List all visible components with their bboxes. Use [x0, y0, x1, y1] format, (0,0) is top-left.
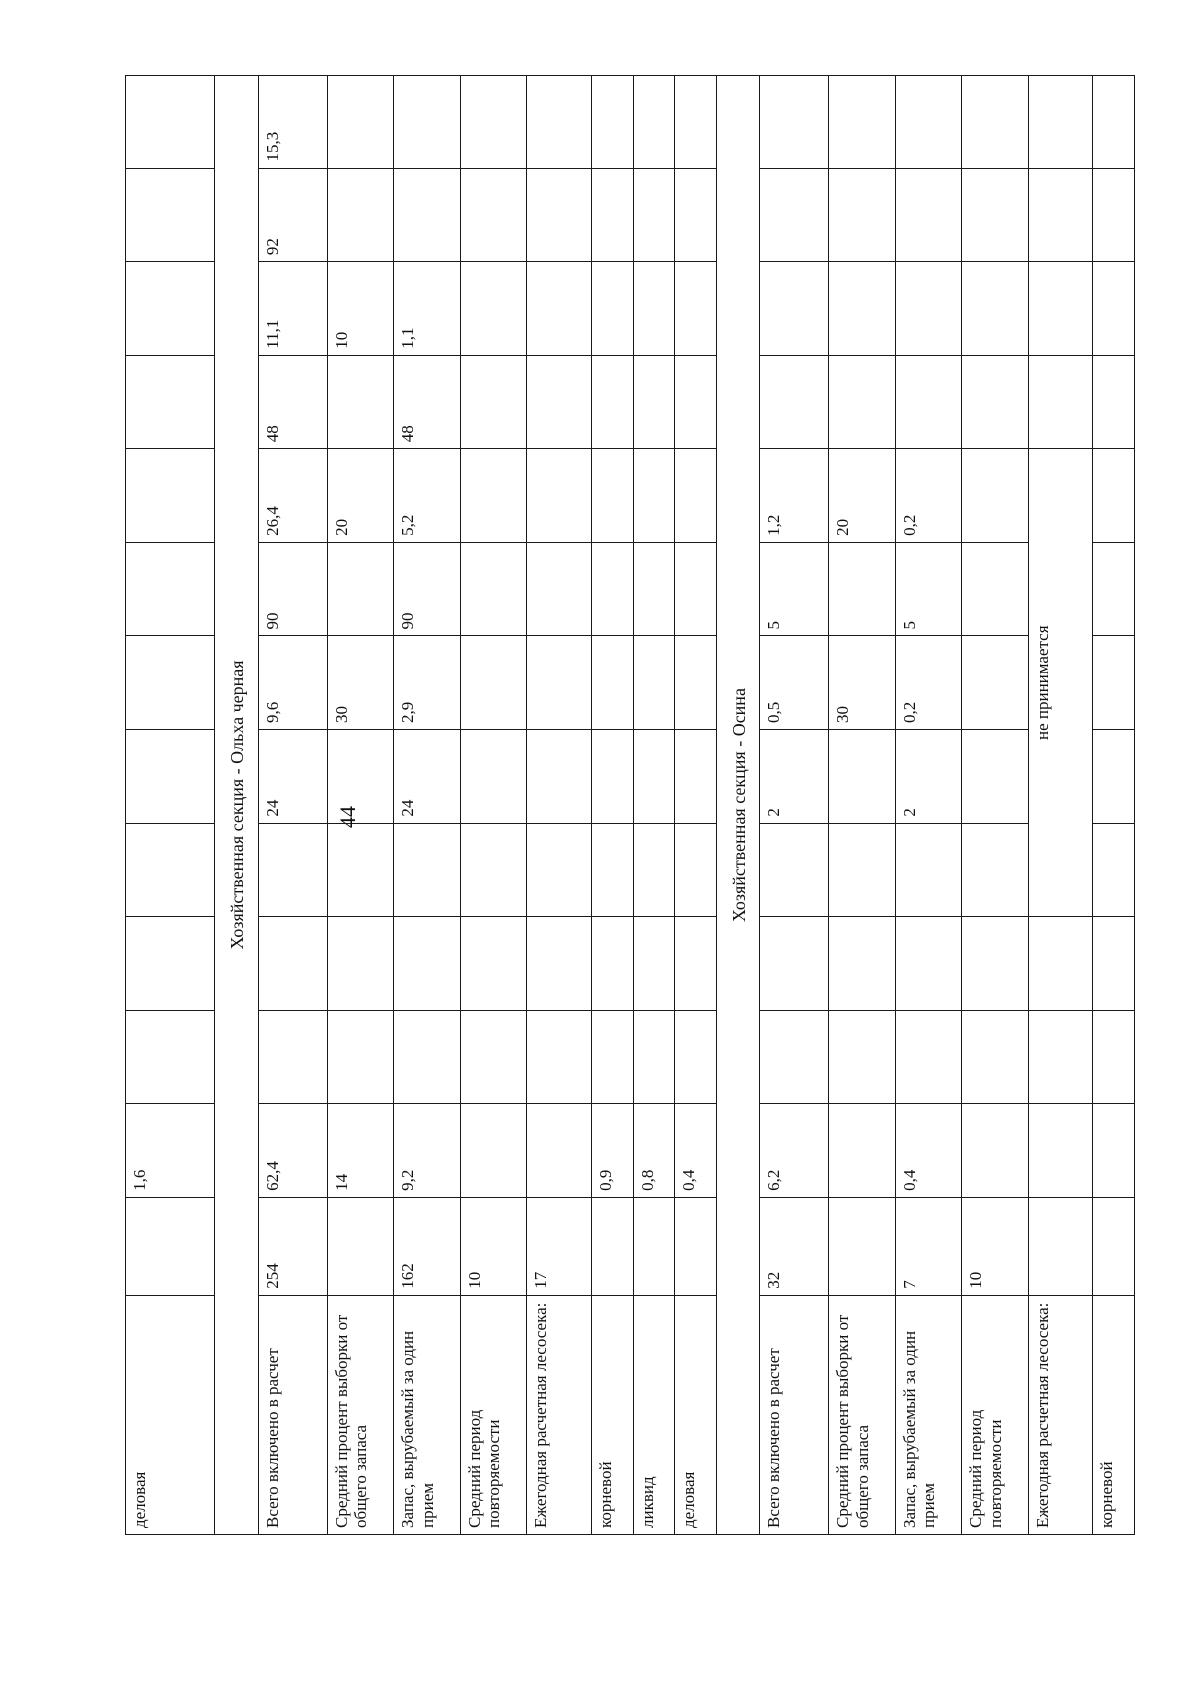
table-cell	[1093, 1197, 1135, 1295]
table-cell	[829, 262, 896, 356]
table-cell	[1093, 76, 1135, 169]
table-cell	[962, 449, 1029, 543]
table-cell	[126, 917, 215, 1011]
table-cell	[829, 730, 896, 824]
table-cell	[527, 449, 591, 543]
table-cell: 10	[460, 1197, 527, 1295]
table-row	[895, 76, 962, 1535]
section-header-row	[716, 76, 760, 1535]
table-cell	[1093, 1104, 1135, 1198]
table-cell	[895, 917, 962, 1011]
table-cell	[327, 542, 394, 636]
table-cell: 15,3	[259, 76, 328, 169]
row-label: Ежегодная расчетная лесосека:	[1028, 1295, 1092, 1534]
table-cell	[633, 76, 675, 169]
table-cell: 1,2	[760, 449, 829, 543]
table-cell	[962, 76, 1029, 169]
table-cell	[895, 168, 962, 262]
page-number: 44	[335, 806, 360, 828]
table-cell	[327, 1197, 394, 1295]
table-cell	[895, 823, 962, 917]
table-cell: 48	[259, 355, 328, 449]
table-cell	[460, 355, 527, 449]
table-cell	[675, 823, 717, 917]
table-row	[675, 76, 717, 1535]
table-cell	[527, 730, 591, 824]
table-cell	[327, 355, 394, 449]
table-cell	[460, 449, 527, 543]
row-label: Запас, вырубаемый за один прием	[895, 1295, 962, 1534]
table-row	[460, 76, 527, 1535]
table-cell	[394, 917, 461, 1011]
table-cell	[760, 355, 829, 449]
table-cell	[1093, 730, 1135, 824]
table-cell: 6,2	[760, 1104, 829, 1198]
table-cell	[591, 917, 633, 1011]
table-cell	[126, 730, 215, 824]
table-cell: 1,1	[394, 262, 461, 356]
table-cell	[675, 730, 717, 824]
table-cell	[126, 355, 215, 449]
table-row	[1028, 76, 1092, 1535]
table-cell	[527, 168, 591, 262]
table-cell	[760, 76, 829, 169]
table-cell	[527, 355, 591, 449]
table-cell: 1,6	[126, 1104, 215, 1198]
section-title: Хозяйственная секция - Ольха черная	[215, 76, 259, 1535]
table-cell	[760, 823, 829, 917]
table-cell	[1093, 636, 1135, 730]
table-row	[126, 76, 215, 1535]
rotated-table-sheet	[125, 75, 1135, 1535]
table-cell	[829, 355, 896, 449]
table-cell	[1093, 449, 1135, 543]
table-cell	[962, 730, 1029, 824]
table-cell	[962, 1104, 1029, 1198]
table-cell	[675, 1197, 717, 1295]
table-cell	[591, 542, 633, 636]
table-cell	[962, 355, 1029, 449]
row-label: деловая	[126, 1295, 215, 1534]
table-cell	[527, 1104, 591, 1198]
table-cell	[1093, 542, 1135, 636]
row-label: Всего включено в расчет	[760, 1295, 829, 1534]
table-cell	[829, 823, 896, 917]
table-row	[591, 76, 633, 1535]
table-cell	[760, 168, 829, 262]
table-cell: 48	[394, 355, 461, 449]
table-cell	[460, 823, 527, 917]
table-cell	[460, 917, 527, 1011]
table-cell: 5	[760, 542, 829, 636]
table-row	[633, 76, 675, 1535]
row-label: Средний период повторяемости	[460, 1295, 527, 1534]
table-cell: 10	[962, 1197, 1029, 1295]
table-cell	[126, 168, 215, 262]
table-cell: 30	[829, 636, 896, 730]
table-cell	[633, 636, 675, 730]
table-cell	[394, 823, 461, 917]
table-cell	[460, 542, 527, 636]
table-cell	[1093, 917, 1135, 1011]
table-cell	[633, 823, 675, 917]
table-cell: 20	[327, 449, 394, 543]
table-cell	[126, 449, 215, 543]
table-cell	[460, 76, 527, 169]
table-cell	[962, 168, 1029, 262]
table-cell: 32	[760, 1197, 829, 1295]
table-cell	[1093, 168, 1135, 262]
table-cell	[1093, 355, 1135, 449]
table-cell	[829, 542, 896, 636]
table-cell: 2	[760, 730, 829, 824]
table-cell: 0,4	[675, 1104, 717, 1198]
row-label: корневой	[1093, 1295, 1135, 1534]
table-cell	[760, 262, 829, 356]
table-cell: 5	[895, 542, 962, 636]
table-cell	[1093, 262, 1135, 356]
table-cell	[829, 76, 896, 169]
table-cell	[962, 917, 1029, 1011]
table-cell	[1028, 917, 1092, 1011]
row-label: Всего включено в расчет	[259, 1295, 328, 1534]
table-cell: 24	[394, 730, 461, 824]
table-cell	[327, 168, 394, 262]
table-cell	[591, 730, 633, 824]
table-cell	[327, 823, 394, 917]
table-row	[829, 76, 896, 1535]
table-cell	[1028, 168, 1092, 262]
table-cell	[1093, 1010, 1135, 1104]
table-cell	[633, 168, 675, 262]
table-cell: 0,2	[895, 449, 962, 543]
table-cell	[591, 76, 633, 169]
table-cell	[675, 355, 717, 449]
table-cell	[829, 917, 896, 1011]
table-cell: 9,6	[259, 636, 328, 730]
table-cell	[675, 168, 717, 262]
table-cell	[1028, 1197, 1092, 1295]
table-cell	[591, 1010, 633, 1104]
table-cell: 11,1	[259, 262, 328, 356]
table-cell	[1028, 1010, 1092, 1104]
table-row	[394, 76, 461, 1535]
cutting-calculation-table	[125, 75, 1135, 1535]
table-cell	[675, 917, 717, 1011]
table-cell	[829, 1197, 896, 1295]
table-cell	[1028, 1104, 1092, 1198]
table-cell	[633, 542, 675, 636]
table-cell	[259, 1010, 328, 1104]
section-title: Хозяйственная секция - Осина	[716, 76, 760, 1535]
table-cell	[633, 449, 675, 543]
table-cell: 17	[527, 1197, 591, 1295]
table-cell: 20	[829, 449, 896, 543]
table-cell	[895, 1010, 962, 1104]
table-cell	[1028, 355, 1092, 449]
table-cell	[327, 917, 394, 1011]
table-cell	[591, 636, 633, 730]
table-cell: 162	[394, 1197, 461, 1295]
row-label: ликвид	[633, 1295, 675, 1534]
table-row	[527, 76, 591, 1535]
table-cell	[591, 1197, 633, 1295]
table-cell	[527, 636, 591, 730]
table-cell: 24	[259, 730, 328, 824]
table-cell	[327, 76, 394, 169]
table-cell	[633, 262, 675, 356]
table-cell	[829, 1010, 896, 1104]
table-cell	[126, 1010, 215, 1104]
table-cell: 26,4	[259, 449, 328, 543]
table-cell	[126, 823, 215, 917]
table-cell	[633, 1010, 675, 1104]
table-cell: 92	[259, 168, 328, 262]
table-cell	[591, 262, 633, 356]
row-label: Средний процент выборки от общего запаса	[829, 1295, 896, 1534]
table-cell	[394, 168, 461, 262]
table-cell	[259, 917, 328, 1011]
table-cell	[675, 449, 717, 543]
table-cell	[126, 1197, 215, 1295]
table-cell: 7	[895, 1197, 962, 1295]
table-cell	[394, 76, 461, 169]
table-cell	[126, 636, 215, 730]
table-cell	[633, 730, 675, 824]
table-cell: 0,2	[895, 636, 962, 730]
section-header-row	[215, 76, 259, 1535]
table-cell	[527, 542, 591, 636]
table-cell: 14	[327, 1104, 394, 1198]
table-cell	[460, 1104, 527, 1198]
table-cell	[460, 636, 527, 730]
table-cell: 0,8	[633, 1104, 675, 1198]
table-cell: 0,5	[760, 636, 829, 730]
table-cell	[126, 262, 215, 356]
table-cell: 254	[259, 1197, 328, 1295]
table-cell	[591, 168, 633, 262]
row-label: Средний период повторяемости	[962, 1295, 1029, 1534]
table-cell	[126, 542, 215, 636]
table-row	[1093, 76, 1135, 1535]
table-cell	[591, 449, 633, 543]
table-cell	[675, 542, 717, 636]
table-cell	[633, 917, 675, 1011]
table-row	[962, 76, 1029, 1535]
table-cell	[675, 262, 717, 356]
row-label: корневой	[591, 1295, 633, 1534]
table-cell	[895, 262, 962, 356]
table-cell	[675, 76, 717, 169]
table-cell: 30	[327, 636, 394, 730]
table-cell: 0,4	[895, 1104, 962, 1198]
table-cell	[126, 76, 215, 169]
table-cell	[527, 1010, 591, 1104]
table-cell	[962, 542, 1029, 636]
table-cell	[460, 1010, 527, 1104]
table-cell	[633, 1197, 675, 1295]
row-label: Запас, вырубаемый за один прием	[394, 1295, 461, 1534]
table-cell: 9,2	[394, 1104, 461, 1198]
table-cell	[962, 636, 1029, 730]
table-cell	[591, 823, 633, 917]
table-cell	[760, 1010, 829, 1104]
table-cell	[675, 636, 717, 730]
table-cell	[962, 262, 1029, 356]
table-cell	[760, 917, 829, 1011]
table-cell	[895, 76, 962, 169]
table-cell	[591, 355, 633, 449]
table-cell	[633, 355, 675, 449]
table-cell	[527, 76, 591, 169]
table-cell	[394, 1010, 461, 1104]
table-cell	[1093, 823, 1135, 917]
merged-note-cell: не принимается	[1028, 449, 1092, 917]
row-label: деловая	[675, 1295, 717, 1534]
table-cell	[895, 355, 962, 449]
table-cell	[460, 262, 527, 356]
table-cell: 2	[895, 730, 962, 824]
table-cell: 10	[327, 262, 394, 356]
table-cell	[259, 823, 328, 917]
table-cell	[460, 168, 527, 262]
table-cell	[1028, 262, 1092, 356]
table-cell	[527, 917, 591, 1011]
table-cell	[962, 823, 1029, 917]
table-cell: 2,9	[394, 636, 461, 730]
table-cell	[327, 1010, 394, 1104]
table-cell	[829, 168, 896, 262]
table-cell: 0,9	[591, 1104, 633, 1198]
table-cell: 62,4	[259, 1104, 328, 1198]
table-cell	[962, 1010, 1029, 1104]
table-cell: 5,2	[394, 449, 461, 543]
row-label: Средний процент выборки от общего запаса	[327, 1295, 394, 1534]
row-label: Ежегодная расчетная лесосека:	[527, 1295, 591, 1534]
table-row	[259, 76, 328, 1535]
table-cell	[527, 823, 591, 917]
table-cell	[527, 262, 591, 356]
table-cell	[460, 730, 527, 824]
table-row	[760, 76, 829, 1535]
table-cell	[1028, 76, 1092, 169]
table-cell	[675, 1010, 717, 1104]
table-cell: 90	[394, 542, 461, 636]
table-cell	[829, 1104, 896, 1198]
table-cell: 90	[259, 542, 328, 636]
